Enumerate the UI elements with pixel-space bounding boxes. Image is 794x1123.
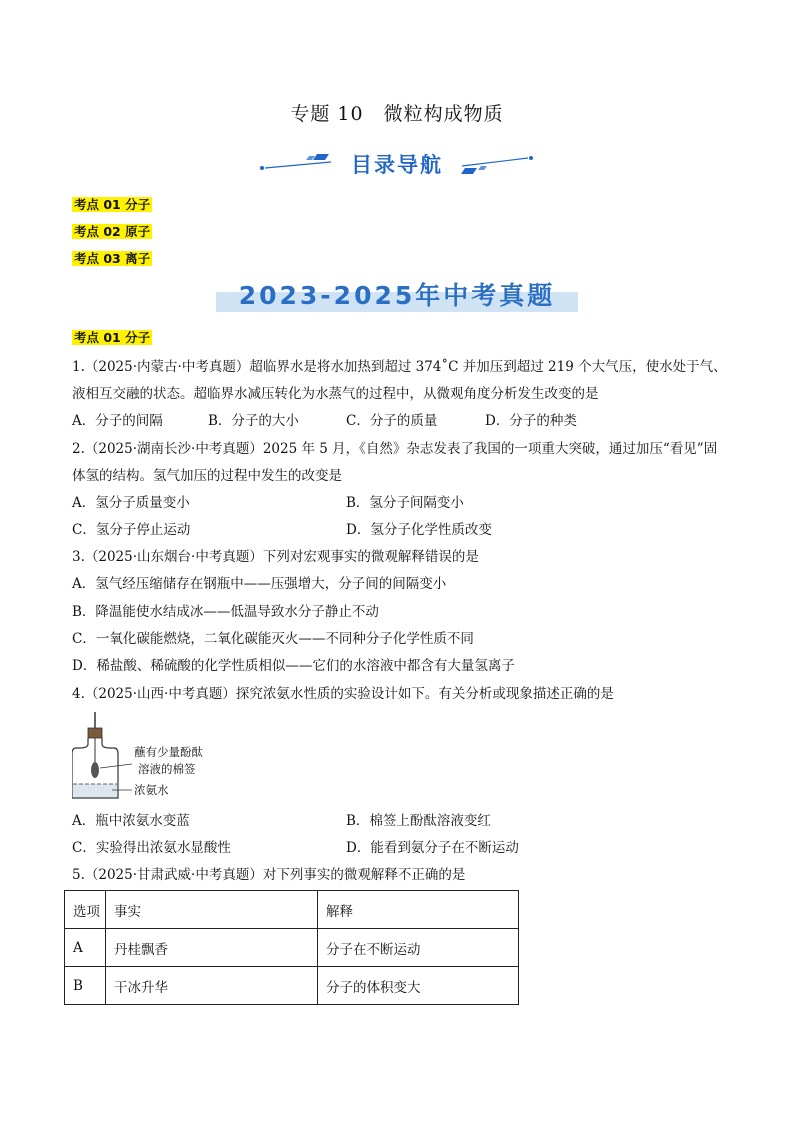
figure-label-ammonia: 浓氨水 [134,783,169,797]
q5-table [64,890,519,1005]
year-banner [216,276,578,314]
toc-banner [255,146,540,182]
table-cell: A [65,929,106,967]
q3-option-a[interactable]: A．氢气经压缩储存在钢瓶中——压强增大，分子间的间隔变小 [72,576,447,592]
table-cell: 干冰升华 [106,967,318,1005]
q4-stem: 4.（2025·山西·中考真题）探究浓氨水性质的实验设计如下。有关分析或现象描述正确的是 [72,686,614,702]
q4-option-c[interactable]: C．实验得出浓氨水显酸性 [72,840,231,856]
year-banner-label: 2023-2025年中考真题 [238,281,556,310]
table-row[interactable] [65,929,519,967]
q3-option-c[interactable]: C．一氧化碳能燃烧，二氧化碳能灭火——不同种分子化学性质不同 [72,631,474,647]
q2-stem-line2: 体氢的结构。氢气加压的过程中发生的改变是 [72,468,342,484]
figure-label-swab-2: 溶液的棉签 [138,762,196,776]
table-header-row [65,891,519,929]
table-cell: 分子的体积变大 [318,967,519,1005]
q1-stem-line1: 1.（2025·内蒙古·中考真题）超临界水是将水加热到超过 374˚C 并加压到超过 219 个大气压，使水处于气、 [72,359,727,375]
toc-banner-label: 目录导航 [351,153,443,177]
section-heading: 考点 01 分子 [74,330,151,345]
table-header-cell: 选项 [65,891,106,929]
table-cell: B [65,967,106,1005]
q2-option-b[interactable]: B．氢分子间隔变小 [346,495,464,511]
q3-option-d[interactable]: D．稀盐酸、稀硫酸的化学性质相似——它们的水溶液中都含有大量氢离子 [72,658,515,674]
q3-stem: 3.（2025·山东烟台·中考真题）下列对宏观事实的微观解释错误的是 [72,549,479,565]
q4-option-b[interactable]: B．棉签上酚酞溶液变红 [346,813,491,829]
q2-option-a[interactable]: A．氢分子质量变小 [72,495,190,511]
toc-item-atom[interactable]: 考点 02 原子 [74,224,151,239]
toc-item-ion[interactable]: 考点 03 离子 [74,251,151,266]
table-cell: 分子在不断运动 [318,929,519,967]
q1-option-b[interactable]: B．分子的大小 [208,413,299,429]
q1-option-a[interactable]: A．分子的间隔 [72,413,163,429]
table-row[interactable] [65,967,519,1005]
table-header-cell: 事实 [106,891,318,929]
q1-stem-line2: 液相互交融的状态。超临界水减压转化为水蒸气的过程中，从微观角度分析发生改变的是 [72,386,599,402]
page-title: 专题 10 微粒构成物质 [290,103,504,125]
figure-label-swab: 蘸有少量酚酞 [134,745,203,759]
table-header-cell: 解释 [318,891,519,929]
q1-option-d[interactable]: D．分子的种类 [485,413,577,429]
q2-option-d[interactable]: D．氢分子化学性质改变 [346,522,492,538]
q5-stem: 5.（2025·甘肃武威·中考真题）对下列事实的微观解释不正确的是 [72,867,466,883]
q4-apparatus-figure [72,712,232,802]
q2-option-c[interactable]: C．氢分子停止运动 [72,522,191,538]
table-cell: 丹桂飘香 [106,929,318,967]
q4-option-d[interactable]: D．能看到氨分子在不断运动 [346,840,519,856]
q1-option-c[interactable]: C．分子的质量 [346,413,438,429]
q3-option-b[interactable]: B．降温能使水结成冰——低温导致水分子静止不动 [72,604,379,620]
toc-item-molecule[interactable]: 考点 01 分子 [74,197,151,212]
q4-option-a[interactable]: A．瓶中浓氨水变蓝 [72,813,190,829]
q2-stem-line1: 2.（2025·湖南长沙·中考真题）2025 年 5 月，《自然》杂志发表了我国的一项重大突破，通过加压“看见”固 [72,441,718,457]
